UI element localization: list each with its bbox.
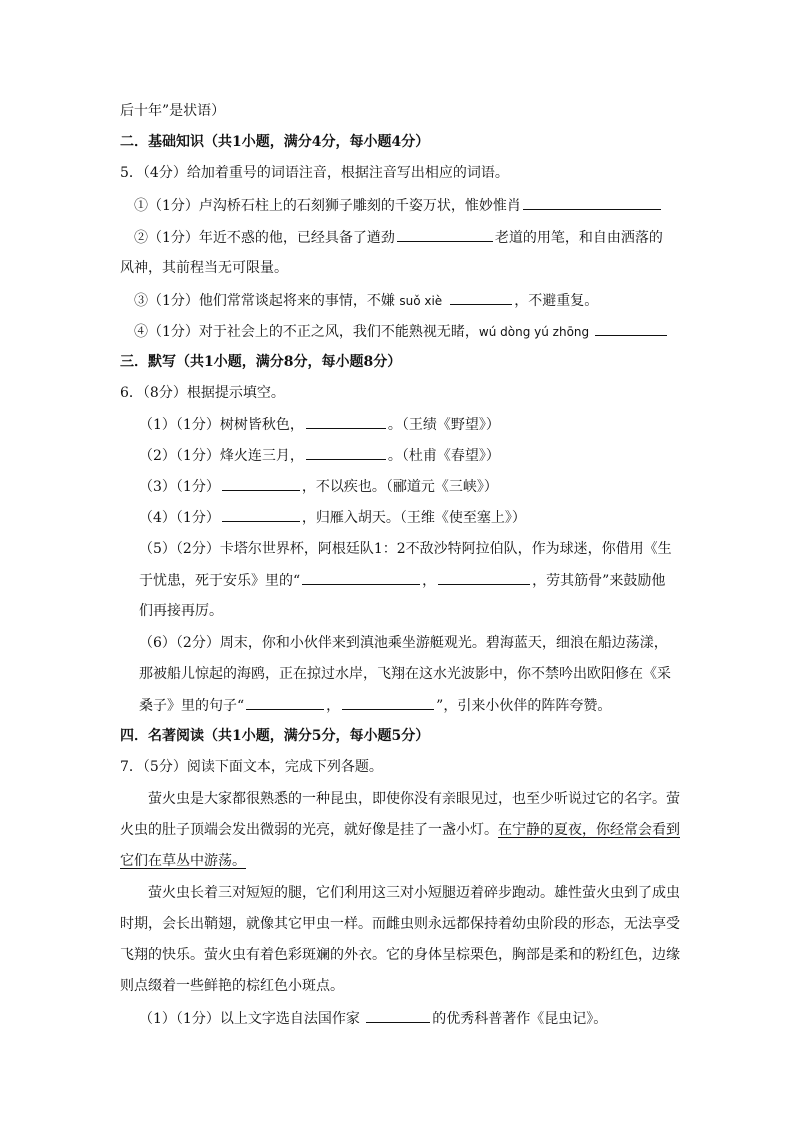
- q6-part-5-line-2: [139, 570, 665, 591]
- q5-item-4: [134, 321, 669, 342]
- passage-underlined-text: 它们在草丛中游荡。: [120, 853, 246, 869]
- q5-item-1-text: ①（1分）卢沟桥石柱上的石刻狮子雕刻的千姿万状，惟妙惟肖: [134, 198, 521, 214]
- passage-para-1-line-2: [120, 820, 680, 840]
- q6-part-6-text-b: ，: [326, 698, 341, 714]
- q6-part-1-text-a: （1）（1分）树树皆秋色，: [139, 417, 304, 433]
- passage-underlined-text: 在宁静的夏夜，你经常会看到: [498, 822, 680, 838]
- answer-blank[interactable]: [302, 570, 420, 585]
- q6-part-5-line-3: 们再接再厉。: [139, 603, 223, 619]
- section-2-heading: 二．基础知识（共1小题，满分4分，每小题4分）: [120, 134, 430, 150]
- passage-para-2-line-2: 时期，会长出鞘翅，就像其它甲虫一样。而雌虫则永远都保持着幼虫阶段的形态，无法享受: [120, 916, 680, 932]
- continued-line: 后十年”是状语）: [120, 103, 226, 119]
- q6-stem: 6．（8分）根据提示填空。: [120, 385, 285, 401]
- q5-item-2-text-b: 老道的用笔，和自由洒落的: [494, 230, 663, 246]
- q7-sub-1: [139, 1008, 607, 1029]
- answer-blank[interactable]: [523, 195, 661, 210]
- q7-sub-1-text-a: （1）（1分）以上文字选自法国作家: [139, 1011, 365, 1027]
- q5-item-3-pinyin: suǒ xiè: [399, 294, 443, 308]
- q6-part-4-text-a: （4）（1分）: [139, 510, 220, 526]
- answer-blank[interactable]: [222, 507, 300, 522]
- q5-item-2-text-a: ②（1分）年近不惑的他，已经具备了遒劲: [134, 230, 395, 246]
- q6-part-3: [139, 476, 498, 497]
- q6-part-6-line-1: （6）（2分）周末，你和小伙伴来到滇池乘坐游艇观光。碧海蓝天，细浪在船边荡漾，: [139, 635, 668, 651]
- q6-part-1: [139, 414, 500, 435]
- q6-part-6-text-a: 桑子》里的句子“: [139, 698, 245, 714]
- section-4-heading: 四．名著阅读（共1小题，满分5分，每小题5分）: [120, 728, 430, 744]
- passage-para-2-line-1: 萤火虫长着三对短短的腿，它们利用这三对小短腿迈着碎步跑动。雄性萤火虫到了成虫: [148, 885, 680, 901]
- q6-part-5-text-b: ，: [422, 573, 437, 589]
- answer-blank[interactable]: [342, 695, 434, 710]
- passage-para-2-line-3: 飞翔的快乐。萤火虫有着色彩斑斓的外衣。它的身体呈棕栗色，胸部是柔和的粉红色，边缘: [120, 947, 680, 963]
- q5-item-4-text: ④（1分）对于社会上的不正之风，我们不能熟视无睹，: [134, 324, 479, 340]
- q7-stem: 7．（5分）阅读下面文本，完成下列各题。: [120, 759, 383, 775]
- section-3-heading: 三．默写（共1小题，满分8分，每小题8分）: [120, 354, 402, 370]
- answer-blank[interactable]: [222, 476, 300, 491]
- q6-part-4: [139, 507, 526, 528]
- passage-para-2-line-4: 则点缀着一些鲜艳的棕红色小斑点。: [120, 978, 344, 994]
- q6-part-6-line-2: 那被船儿惊起的海鸥，正在掠过水岸，飞翔在这水光波影中，你不禁吟出欧阳修在《采: [139, 666, 671, 682]
- q6-part-2-text-a: （2）（1分）烽火连三月，: [139, 448, 304, 464]
- q5-item-4-pinyin: wú dòng yú zhōng: [478, 325, 590, 339]
- q6-part-1-text-b: 。（王绩《野望》）: [387, 417, 500, 433]
- q5-item-3-text-a: ③（1分）他们常常谈起将来的事情，不嫌: [134, 293, 400, 309]
- q6-part-4-text-b: ，归雁入胡天。（王维《使至塞上》）: [301, 510, 526, 526]
- answer-blank[interactable]: [450, 290, 512, 305]
- passage-text: 火虫的肚子顶端会发出微弱的光亮，就好像是挂了一盏小灯。: [120, 822, 498, 838]
- q6-part-3-text-a: （3）（1分）: [139, 479, 220, 495]
- answer-blank[interactable]: [246, 695, 324, 710]
- q5-item-1: [134, 195, 663, 216]
- q6-part-3-text-b: ，不以疾也。（郦道元《三峡》）: [301, 479, 498, 495]
- q6-part-5-text-c: ，劳其筋骨”来鼓励他: [532, 573, 666, 589]
- answer-blank[interactable]: [595, 321, 667, 336]
- q6-part-6-text-c: ”，引来小伙伴的阵阵夸赞。: [436, 698, 612, 714]
- answer-blank[interactable]: [397, 227, 493, 242]
- q5-item-3-text-b: ，不避重复。: [514, 293, 599, 309]
- q6-part-2-text-b: 。（杜甫《春望》）: [387, 448, 500, 464]
- q6-part-2: [139, 445, 500, 466]
- passage-para-1-line-1: 萤火虫是大家都很熟悉的一种昆虫，即使你没有亲眼见过，也至少听说过它的名字。萤: [148, 791, 680, 807]
- answer-blank[interactable]: [306, 445, 386, 460]
- answer-blank[interactable]: [366, 1008, 430, 1023]
- q5-item-2-cont: 风神，其前程当无可限量。: [120, 260, 288, 276]
- q6-part-5-line-1: （5）（2分）卡塔尔世界杯，阿根廷队1：2不敌沙特阿拉伯队，作为球迷，你借用《生: [139, 541, 672, 557]
- q5-item-2: [134, 227, 663, 248]
- q5-stem: 5．（4分）给加着重号的词语注音，根据注音写出相应的词语。: [120, 165, 509, 181]
- q5-item-3: [134, 290, 598, 311]
- q6-part-5-text-a: 于忧患，死于安乐》里的“: [139, 573, 301, 589]
- answer-blank[interactable]: [438, 570, 530, 585]
- q7-sub-1-text-b: 的优秀科普著作《昆虫记》。: [432, 1011, 608, 1027]
- q6-part-6-line-3: [139, 695, 611, 716]
- answer-blank[interactable]: [306, 414, 386, 429]
